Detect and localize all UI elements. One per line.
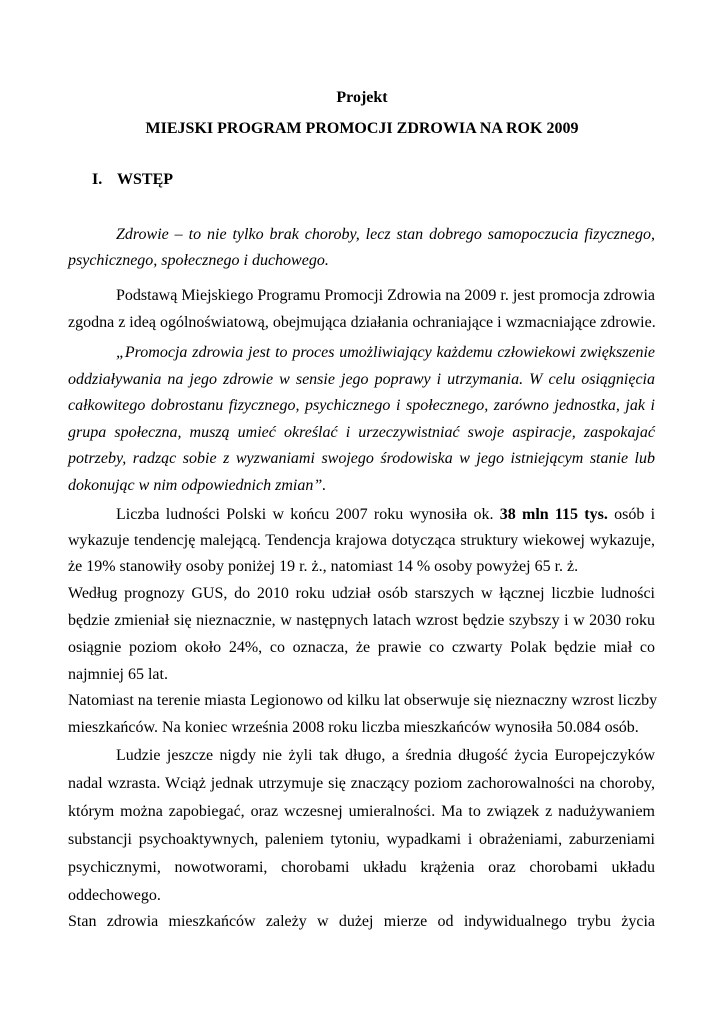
population-line: że 19% stanowiły osoby poniżej 19 r. ż., natomiast 14 % osoby powyżej 65 r. ż.: [68, 558, 579, 575]
lifespan-line: oddechowego.: [68, 887, 161, 904]
program-title: MIEJSKI PROGRAM PROMOCJI ZDROWIA NA ROK 2009: [145, 120, 579, 137]
project-label: Projekt: [336, 89, 388, 106]
forecast-line: osiągnie poziom około 24%, co oznacza, że prawie co czwarty Polak będzie miał co: [68, 639, 655, 656]
forecast-line: Według prognozy GUS, do 2010 roku udział osób starszych w łącznej liczbie ludności: [68, 585, 655, 602]
quote-line: całkowitego dobrostanu fizycznego, psychicznego i społecznego, zarówno jednostka, jak i: [68, 397, 655, 414]
quote-line: dokonując w nim odpowiednich zmian”.: [68, 477, 327, 494]
forecast-line: najmniej 65 lat.: [68, 666, 168, 683]
quote-line: grupa społeczna, muszą umieć określać i urzeczywistniać swoje aspiracje, zaspokajać: [68, 424, 655, 441]
population-line: wykazuje tendencję malejącą. Tendencja krajowa dotycząca struktury wiekowej wykazuje,: [68, 532, 655, 549]
quote-line: „Promocja zdrowia jest to proces umożliwiający każdemu człowiekowi zwiększenie: [116, 344, 655, 361]
health-state-line: Stan zdrowia mieszkańców zależy w dużej mierze od indywidualnego trybu życia: [68, 913, 655, 930]
population-figure: 38 mln 115 tys.: [499, 506, 608, 523]
population-text: Liczba ludności Polski w końcu 2007 roku wynosiła ok.: [116, 506, 494, 523]
population-text: osób i: [614, 506, 656, 523]
lifespan-line: którym można zapobiegać, oraz wczesnej umieralności. Ma to związek z nadużywaniem: [68, 803, 655, 820]
population-line: [116, 505, 655, 525]
paragraph-line: Podstawą Miejskiego Programu Promocji Zdrowia na 2009 r. jest promocja zdrowia: [116, 287, 656, 304]
forecast-line: będzie zmieniał się nieznacznie, w następnych latach wzrost będzie szybszy i w 2030 roku: [68, 612, 655, 629]
section-title: WSTĘP: [117, 171, 174, 188]
lifespan-line: psychicznymi, nowotworami, chorobami układu krążenia oraz chorobami układu: [68, 859, 655, 876]
quote-line: potrzeby, radząc sobie z wyzwaniami swojego środowiska w jego istniejącym stanie lub: [68, 450, 655, 467]
lifespan-line: Ludzie jeszcze nigdy nie żyli tak długo, a średnia długość życia Europejczyków: [116, 747, 655, 764]
legionowo-line: mieszkańców. Na koniec września 2008 roku liczba mieszkańców wynosiła 50.084 osób.: [68, 719, 639, 736]
lifespan-line: substancji psychoaktywnych, paleniem tytoniu, wypadkami i obrażeniami, zaburzeniami: [68, 831, 655, 848]
legionowo-line: Natomiast na terenie miasta Legionowo od kilku lat obserwuje się nieznaczny wzrost liczby: [68, 692, 658, 709]
motto-line: psychicznego, społecznego i duchowego.: [68, 252, 329, 269]
motto-line: Zdrowie – to nie tylko brak choroby, lecz stan dobrego samopoczucia fizycznego,: [116, 226, 655, 243]
paragraph-line: zgodna z ideą ogólnoświatową, obejmująca działania ochraniające i wzmacniające zdrowie.: [68, 314, 656, 331]
lifespan-line: nadal wzrasta. Wciąż jednak utrzymuje się znaczący poziom zachorowalności na choroby,: [68, 775, 655, 792]
section-number: I.: [92, 171, 103, 188]
quote-line: oddziaływania na jego zdrowie w sensie jego poprawy i utrzymania. W celu osiągnięcia: [68, 371, 655, 388]
